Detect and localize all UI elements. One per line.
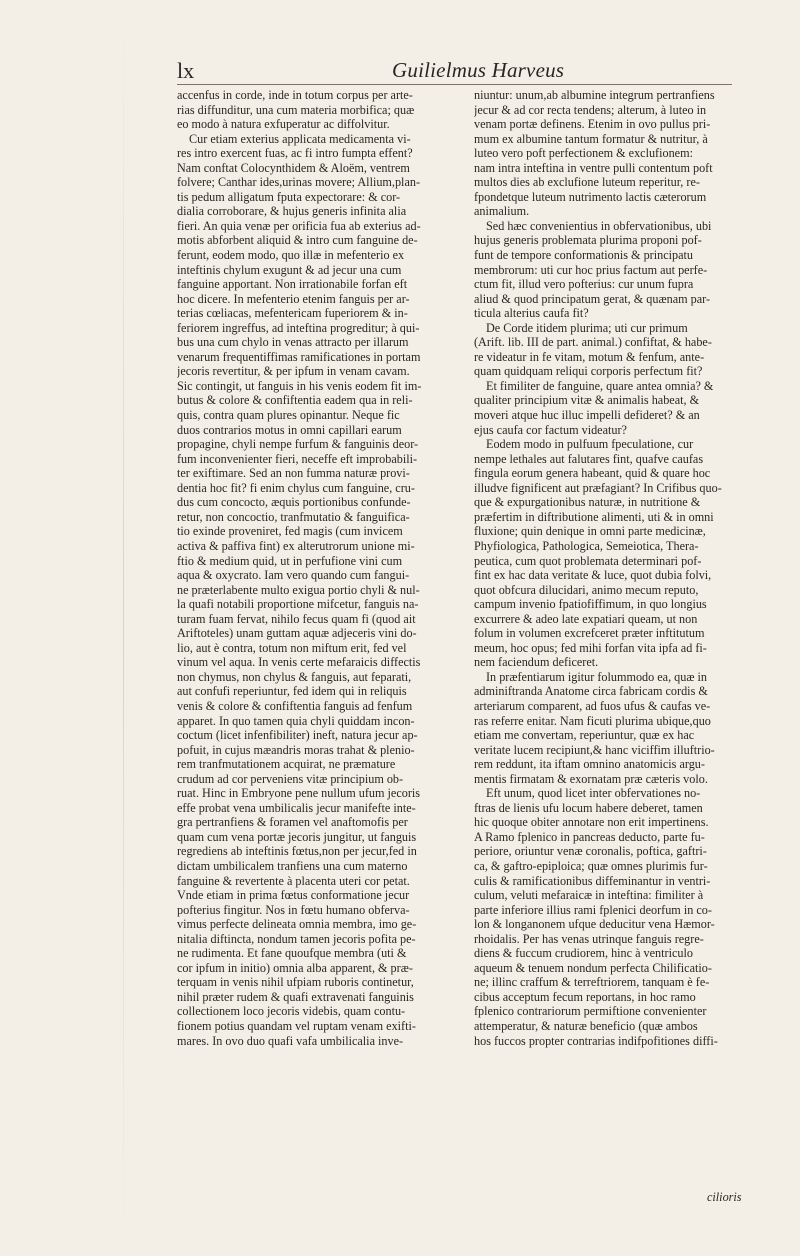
text-line: motis abforbent aliquid & intro cum fanguine de- <box>177 233 418 248</box>
text-line: mares. In ovo duo quafi vafa umbilicalia inve- <box>177 1033 404 1048</box>
text-line: fum inconvenienter fieri, neceffe eft improbabili- <box>177 451 418 466</box>
text-line: fint ex hac data veritate & luce, quot dubia folvi, <box>474 568 712 583</box>
text-line: folvere; Canthar ides,urinas movere; Allium,plan- <box>177 175 421 190</box>
text-line: ruat. Hinc in Embryone pene nullum ufum jecoris <box>177 786 421 801</box>
text-line: terias cœliacas, mefentericam fuperiorem & in- <box>177 306 408 321</box>
text-line: eo modo à natura exfuperatur ac diffolvitur. <box>177 117 390 132</box>
text-line: animalium. <box>474 204 530 219</box>
running-title: Guilielmus Harveus <box>392 58 565 82</box>
text-line: fionem potius quandam vel ruptam venam exifti- <box>177 1019 416 1033</box>
text-line: crudum ad cor perveniens vitæ principium ob- <box>177 771 404 786</box>
text-line: Phyfiologica, Pathologica, Semeiotica, Thera- <box>474 538 699 553</box>
text-line: aqua & oxycrato. Iam vero quando cum fangui- <box>177 568 410 583</box>
text-line: Sic contingit, ut fanguis in his venis eodem fit im- <box>177 378 422 393</box>
text-line: De Corde itidem plurima; uti cur primum <box>486 320 688 335</box>
text-line: luteo vero poft perfectionem & exclufionem: <box>474 146 693 161</box>
text-line: Sed hæc convenientius in obfervationibus, ubi <box>486 218 712 233</box>
text-line: propagine, chyli nempe furfum & fanguinis deor- <box>177 437 419 452</box>
text-line: præfertim in diftributione alimenti, uti & in omni <box>474 509 714 524</box>
text-line: res intro exercent fuas, ac fi intro fumpta effent? <box>177 146 413 161</box>
text-line: In præfentiarum igitur folummodo ea, quæ in <box>486 669 708 684</box>
text-line: A Ramo fplenico in pancreas deducto, parte fu- <box>474 829 705 844</box>
catchword: cilioris <box>707 1190 742 1204</box>
text-line: fingula eorum genera habeant, quid & quare hoc <box>474 466 711 481</box>
text-line: activa & paffiva fint) ex alterutrorum unione mi- <box>177 538 415 553</box>
text-line: ferunt, eodem modo, quo illæ in mefenterio ex <box>177 248 405 263</box>
text-line: quam cum vena portæ jecoris jungitur, ut fanguis <box>177 829 417 844</box>
text-line: ftras de lienis ufu locum habere deberet, tamen <box>474 800 703 815</box>
text-line: ne rudimenta. Et fane quoufque membra (uti & <box>177 946 407 961</box>
text-line: Vnde etiam in prima fœtus conformatione jecur <box>177 888 410 903</box>
text-line: rias diffunditur, una cum materia morbifica; quæ <box>177 102 415 117</box>
text-line: lon & longanonem ufque deducitur vena Hæmor- <box>474 917 715 932</box>
text-line: nihil præter rudem & quafi extravenati fanguinis <box>177 989 414 1004</box>
text-line: excurrere & adeo late expatiari queam, ut non <box>474 611 698 626</box>
text-line: bus una cum chylo in venas attracto per illarum <box>177 335 409 350</box>
text-line: cor ipfum in initio) omnia alba apparent, & præ- <box>177 960 413 975</box>
text-line: culum, veluti mefaraicæ in inteftina: fimiliter à <box>474 888 704 903</box>
text-line: vinum vel aqua. In venis certe mefaraicis diffectis <box>177 655 421 670</box>
text-line: tio exinde proveniret, fed magis (cum invicem <box>177 524 403 539</box>
text-line: cibus acceptum fecum reportans, in hoc ramo <box>474 989 696 1004</box>
text-line: ctum fit, illud vero pofterius: cur unum fupra <box>474 277 694 292</box>
text-line: quis, contra quam plures opinantur. Neque fic <box>177 408 400 423</box>
text-line: venam portæ definens. Etenim in ovo pullus pri- <box>474 117 711 132</box>
text-line: ticula alterius caufa fit? <box>474 306 589 321</box>
text-line: nempe lethales aut falutares fint, quafve caufas <box>474 451 704 466</box>
text-line: venarum frequentiffimas ramificationes in portam <box>177 349 421 364</box>
page-number: lx <box>177 58 195 83</box>
text-line: mentis firmatam & exornatam præ cæteris volo. <box>474 771 708 786</box>
text-line: dictam umbilicalem tranfiens una cum materno <box>177 858 408 873</box>
text-line: (Arift. lib. III de part. animal.) confiftat, & habe- <box>474 335 712 350</box>
text-line: mum ex albumine tantum formatur & nutritur, à <box>474 131 708 146</box>
text-line: peutica, cum quot problemata determinari pof- <box>474 553 702 568</box>
text-line: aut confufi reperiuntur, fed idem qui in reliquis <box>177 684 407 699</box>
text-line: campum invenio fpatiofiffimum, in quo longius <box>474 597 707 612</box>
text-line: la quafi notabili proportione mifcetur, fanguis na- <box>177 597 419 612</box>
text-line: nam intra inteftina in ventre pulli contentum poft <box>474 160 713 175</box>
text-line: non chymus, non chylus & fanguis, aut feparati, <box>177 669 412 684</box>
text-line: hos fuccos propter contrarias indifpofitiones diffi- <box>474 1033 718 1048</box>
text-line: ca, & gaftro-epiploica; quæ omnes plurimis fur- <box>474 858 708 873</box>
text-line: dus cum concocto, æquis portionibus confunde- <box>177 495 411 510</box>
text-line: etiam me convertam, reperiuntur, quæ ex hac <box>474 728 695 743</box>
text-line: ras referre enitar. Nam ficuti plurima ubique,quo <box>474 713 711 728</box>
text-line: ne; illinc craffum & terreftriorem, tanquam è fe- <box>474 975 710 990</box>
text-line: fieri. An quia venæ per orificia fua ab exterius ad- <box>177 218 421 233</box>
text-line: meum, hoc opus; fed mihi forfan vita ipfa ad fi- <box>474 640 707 655</box>
text-line: Et fimiliter de fanguine, quare antea omnia? & <box>486 378 714 393</box>
text-line: nem faciendum deficeret. <box>474 655 599 670</box>
text-line: Ariftoteles) unam guttam aquæ adjeceris vini do- <box>177 626 417 641</box>
text-line: membrorum: uti cur hoc prius factum aut perfe- <box>474 262 708 277</box>
text-line: ftio & medium quid, ut in perfufione vini cum <box>177 553 403 568</box>
text-line: dentia hoc fit? fi enim chylus cum fanguine, cru- <box>177 480 415 495</box>
text-line: tis pedum alligatum fputa expectorare: & cor- <box>177 189 401 204</box>
text-line: jecoris revertitur, & per ipfum in venam cavam. <box>177 364 410 379</box>
text-line: culis & ramificationibus diffeminantur in ventri- <box>474 873 711 888</box>
text-line: aqueum & tenuem nondum perfecta Chilificatio- <box>474 960 712 975</box>
text-line: accenfus in corde, inde in totum corpus per arte- <box>177 88 413 102</box>
text-line: rhoidalis. Per has venas utrinque fanguis regre- <box>474 931 704 946</box>
text-line: fplenico contrariorum permiftione convenienter <box>474 1004 707 1019</box>
text-line: rem reddunt, ita iftam omnino anatomicis argu- <box>474 757 705 772</box>
text-line: terquam in venis nihil ufpiam ruboris continetur, <box>177 975 414 990</box>
text-line: que & expurgationibus naturæ, in nutritione & <box>474 495 701 510</box>
page-gutter-shadow <box>123 0 124 1256</box>
text-line: rem tranfmutationem acquirat, ne præmature <box>177 757 396 772</box>
text-line: arteriarum comparent, ad fuos ufus & caufas ve- <box>474 698 711 713</box>
text-line: re videatur in fe vitam, motum & fenfum, ante- <box>474 349 705 364</box>
text-line: diens & fuccum crudiorem, hinc à ventriculo <box>474 946 693 961</box>
text-line: inteftinis chylum exugunt & ad jecur una cum <box>177 262 402 277</box>
text-line: aliud & quod principatum gerat, & quænam par- <box>474 291 711 306</box>
text-line: dialia corroborare, & hujus generis infinita alia <box>177 204 407 219</box>
text-line: jecur & ad cor recta tendens; alterum, à luteo in <box>474 102 707 117</box>
text-line: qualiter principium vitæ & animalis habeat, & <box>474 393 700 408</box>
text-line: periore, oriuntur venæ coronalis, poftica, gaftri- <box>474 844 707 859</box>
text-line: hic quoque obiter annotare non erit impertinens. <box>474 815 709 830</box>
text-line: regrediens ab inteftinis fœtus,non per jecur,fed in <box>177 844 417 859</box>
text-line: illudve fignificent aut præfagiant? In Crifibus quo- <box>474 480 722 495</box>
text-line: funt de tempore conformationis & principatu <box>474 248 693 263</box>
text-line: hujus generis problemata plurima proponi pof- <box>474 233 702 248</box>
text-line: fanguine & revertente à placenta uteri cor petat. <box>177 873 410 888</box>
text-line: multos dies ab exclufione luteum reperitur, re- <box>474 175 700 190</box>
text-line: veritate lucem recipiunt,& hanc viciffim illuftrio- <box>474 742 715 757</box>
text-line: pofuit, in cujus mæandris moras trahat & plenio- <box>177 742 415 757</box>
text-line: Eft unum, quod licet inter obfervationes no- <box>486 786 701 801</box>
text-line: attemperatur, & naturæ beneficio (quæ ambos <box>474 1019 698 1033</box>
text-line: quam quidquam reliqui corporis perfectum fit? <box>474 364 703 379</box>
text-line: parte inferiore illius rami fplenici deorfum in co- <box>474 902 712 917</box>
right-text-column <box>474 88 752 1048</box>
text-line: pofterius fingitur. Nos in fœtu humano obferva- <box>177 902 410 917</box>
text-line: gra pertranfiens & foramen vel anaftomofis per <box>177 815 408 830</box>
header-rule <box>177 84 732 85</box>
text-line: venis & colore & confiftentia fanguis ad fenfum <box>177 698 413 713</box>
text-line: Cur etiam exterius applicata medicamenta vi- <box>189 131 411 146</box>
text-line: quot obfcura dilucidari, animo mecum reputo, <box>474 582 699 597</box>
text-line: Eodem modo in pulfuum fpeculatione, cur <box>486 437 694 452</box>
text-line: duos contrarios motus in omni capillari earum <box>177 422 402 437</box>
text-line: effe probat vena umbilicalis jecur manifefte inte- <box>177 800 416 815</box>
text-line: turam fuam fervat, nihilo fecus quam fi (quod ait <box>177 611 416 626</box>
text-line: hoc dicere. In mefenterio etenim fanguis per ar- <box>177 291 410 306</box>
text-line: fpondetque luteum nutrimento lactis cæterorum <box>474 189 707 204</box>
text-line: ne præterlabente multo exigua portio chyli & nul- <box>177 582 420 597</box>
text-line: feriorem ingreffus, ad inteftina progreditur; à qui- <box>177 320 420 335</box>
text-line: butus & colore & confiftentia eadem qua in reli- <box>177 393 413 408</box>
text-line: fluxione; quin denique in omni parte medicinæ, <box>474 524 706 539</box>
text-line: lio, aut è contra, totum non miftum erit, fed vel <box>177 640 407 655</box>
text-line: apparet. In quo tamen quia chyli quiddam incon- <box>177 713 415 728</box>
text-line: nitalia diftincta, nondum tamen jecoris pofita pe- <box>177 931 416 946</box>
text-line: retur, non concoctio, tranfmutatio & fanguifica- <box>177 509 410 524</box>
text-line: vimus perfecte delineata omnia membra, imo ge- <box>177 917 417 932</box>
text-line: adminiftranda Anatome circa fabricam cordis & <box>474 684 708 699</box>
text-line: ejus caufa cor factum videatur? <box>474 422 627 437</box>
text-line: fanguine apportant. Non irrationabile forfan eft <box>177 277 408 292</box>
text-line: Nam conftat Colocynthidem & Aloëm, ventrem <box>177 160 410 175</box>
text-line: collectionem loco jecoris videbis, quam contu- <box>177 1004 406 1019</box>
text-line: ter exiftimare. Sed an non fumma naturæ provi- <box>177 466 410 481</box>
text-line: niuntur: unum,ab albumine integrum pertranfiens <box>474 88 715 102</box>
text-line: coctum (licet infenfibiliter) ineft, natura jecur ap- <box>177 728 418 743</box>
left-text-column <box>177 88 447 1048</box>
text-line: moveri atque huc illuc impelli defideret? & an <box>474 408 700 423</box>
text-line: folum in volumen excrefceret præter inftitutum <box>474 626 705 641</box>
